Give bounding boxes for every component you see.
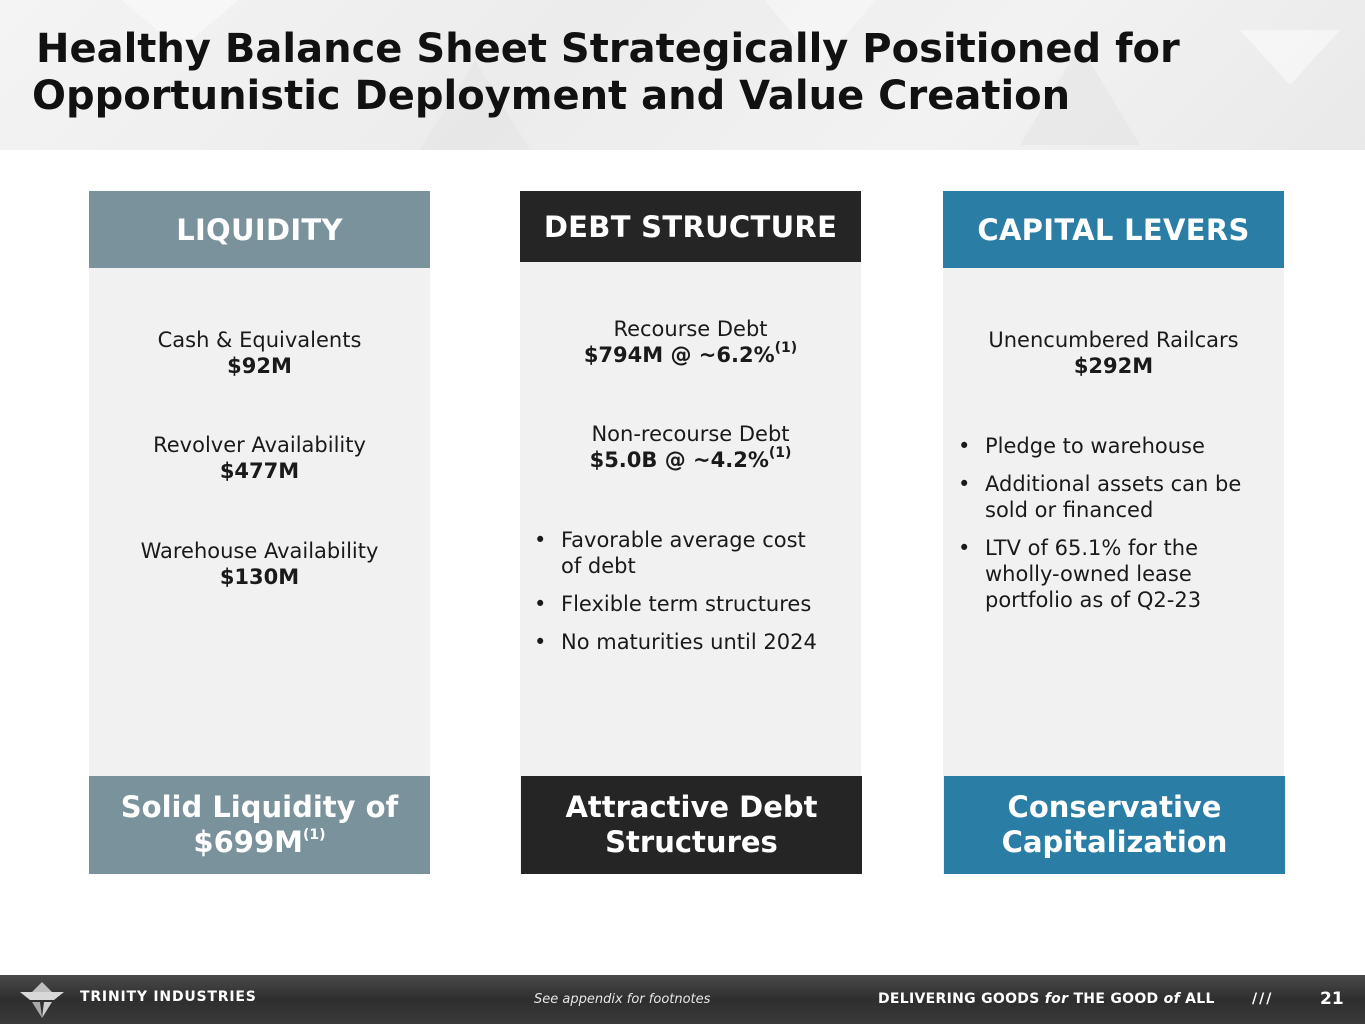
capital-summary bbox=[944, 776, 1285, 874]
metric-label: Unencumbered Railcars bbox=[988, 328, 1239, 352]
debt-summary bbox=[521, 776, 862, 874]
bullet-glyph: • bbox=[958, 472, 971, 496]
footnote-reference: See appendix for footnotes bbox=[534, 992, 711, 1007]
footnote-marker: (1) bbox=[768, 445, 792, 461]
page-title bbox=[32, 26, 1332, 120]
bullet-glyph: • bbox=[534, 528, 547, 552]
bullet-text: of debt bbox=[561, 554, 636, 578]
revolver-metric bbox=[89, 432, 430, 484]
metric-value: $130M bbox=[219, 565, 300, 589]
bullet-text: wholly-owned lease bbox=[985, 562, 1192, 586]
list-item bbox=[534, 527, 854, 579]
title-line-1: Healthy Balance Sheet Strategically Positioned for bbox=[36, 26, 1180, 72]
metric-value: $292M bbox=[1073, 354, 1154, 378]
list-item bbox=[958, 471, 1280, 523]
slide-footer bbox=[0, 975, 1365, 1024]
metric-value bbox=[520, 447, 861, 473]
tagline bbox=[878, 991, 1215, 1007]
metric-label: Warehouse Availability bbox=[140, 539, 379, 563]
footnote-marker: (1) bbox=[774, 340, 798, 356]
liquidity-summary bbox=[89, 776, 430, 874]
summary-line-2: Structures bbox=[605, 825, 778, 859]
divider-slashes: /// bbox=[1252, 991, 1274, 1007]
metric-label: Recourse Debt bbox=[613, 317, 768, 341]
metric-label: Revolver Availability bbox=[153, 433, 366, 457]
metric-label: Non-recourse Debt bbox=[591, 422, 790, 446]
bullet-glyph: • bbox=[958, 434, 971, 458]
slide-header bbox=[0, 0, 1365, 150]
summary-line-2: $699M bbox=[193, 825, 303, 859]
bullet-text: Favorable average cost bbox=[561, 528, 806, 552]
summary-line-1: Attractive Debt bbox=[565, 790, 818, 824]
bullet-text: Flexible term structures bbox=[561, 592, 812, 616]
trinity-logo-icon bbox=[18, 980, 66, 1020]
nonrecourse-debt-metric bbox=[520, 421, 861, 473]
summary-line-1: Conservative bbox=[1007, 790, 1222, 824]
warehouse-metric bbox=[89, 538, 430, 590]
capital-header: CAPITAL LEVERS bbox=[943, 191, 1284, 268]
bullet-glyph: • bbox=[534, 630, 547, 654]
list-item bbox=[958, 535, 1280, 613]
brand-name: TRINITY INDUSTRIES bbox=[80, 989, 257, 1005]
tagline-part: ALL bbox=[1179, 991, 1215, 1007]
bullet-glyph: • bbox=[534, 592, 547, 616]
list-item bbox=[534, 591, 854, 617]
bullet-text: No maturities until 2024 bbox=[561, 630, 817, 654]
bullet-text: sold or financed bbox=[985, 498, 1154, 522]
list-item bbox=[534, 629, 854, 655]
metric-value bbox=[520, 342, 861, 368]
summary-line-1: Solid Liquidity of bbox=[120, 790, 399, 824]
bullet-text: LTV of 65.1% for the bbox=[985, 536, 1198, 560]
cash-metric bbox=[89, 327, 430, 379]
tagline-part: for bbox=[1044, 991, 1069, 1007]
summary-line-2: Capitalization bbox=[1001, 825, 1228, 859]
tagline-part: DELIVERING GOODS bbox=[878, 991, 1045, 1007]
metric-value: $477M bbox=[219, 459, 300, 483]
page-number: 21 bbox=[1320, 989, 1344, 1009]
unencumbered-railcars-metric bbox=[943, 327, 1284, 379]
title-line-2: Opportunistic Deployment and Value Creation bbox=[32, 73, 1071, 119]
recourse-debt-metric bbox=[520, 316, 861, 368]
debt-bullet-list bbox=[534, 527, 854, 667]
metric-value: $92M bbox=[227, 354, 292, 378]
metric-value-text: $794M @ ~6.2% bbox=[583, 343, 775, 367]
metric-value-text: $5.0B @ ~4.2% bbox=[589, 448, 769, 472]
bullet-glyph: • bbox=[958, 536, 971, 560]
footnote-marker: (1) bbox=[303, 827, 326, 844]
liquidity-header: LIQUIDITY bbox=[89, 191, 430, 268]
bullet-text: Pledge to warehouse bbox=[985, 434, 1205, 458]
tagline-part: of bbox=[1163, 991, 1180, 1007]
metric-label: Cash & Equivalents bbox=[157, 328, 362, 352]
capital-bullet-list bbox=[958, 433, 1280, 625]
bullet-text: Additional assets can be bbox=[985, 472, 1242, 496]
list-item bbox=[958, 433, 1280, 459]
liquidity-panel bbox=[89, 191, 430, 874]
tagline-part: THE GOOD bbox=[1068, 991, 1164, 1007]
bullet-text: portfolio as of Q2-23 bbox=[985, 588, 1202, 612]
debt-header: DEBT STRUCTURE bbox=[520, 191, 861, 262]
